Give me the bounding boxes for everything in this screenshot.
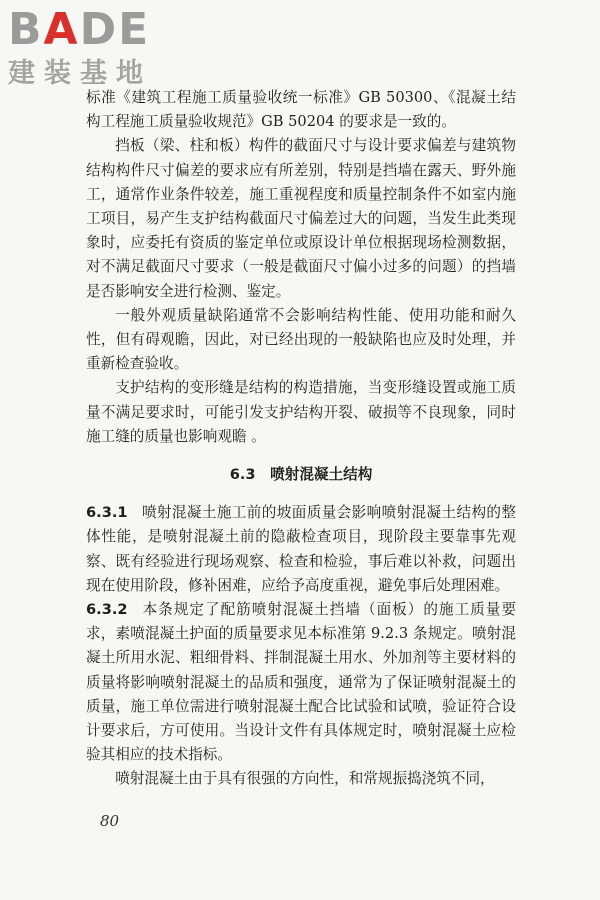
- paragraph-final: 喷射混凝土由于具有很强的方向性，和常规振捣浇筑不同，: [115, 770, 495, 788]
- section-title: 喷射混凝土结构: [270, 466, 373, 484]
- section-heading: [86, 463, 516, 487]
- watermark-subtitle: 建装基地: [8, 58, 152, 89]
- section-number: 6.3: [229, 466, 256, 484]
- paragraph-continuation: 标准《建筑工程施工质量验收统一标准》GB 50300、《混凝土结构工程施工质量验收规范》GB 50204 的要求是一致的。: [86, 89, 516, 131]
- paragraph-deformation-joints: 支护结构的变形缝是结构的构造措施，当变形缝设置或施工质量不满足要求时，可能引发支护结构开裂、破损等不良现象，同时施工缝的质量也影响观瞻 。: [86, 379, 516, 445]
- clause-number: 6.3.1: [86, 504, 128, 522]
- clause-6-3-1: [86, 501, 516, 598]
- clause-number: 6.3.2: [86, 601, 128, 619]
- clause-6-3-2: [86, 598, 516, 767]
- paragraph-appearance-defects: 一般外观质量缺陷通常不会影响结构性能、使用功能和耐久性，但有碍观瞻，因此，对已经出现的一般缺陷也应及时处理，并重新检查验收。: [86, 306, 516, 373]
- paragraph-section-size: 挡板（梁、柱和板）构件的截面尺寸与设计要求偏差与建筑物结构构件尺寸偏差的要求应有所差别，特别是挡墙在露天、野外施工，通常作业条件较差，施工重视程度和质量控制条件不如室内施工项目，易产生支护结构截面尺寸偏差过大的问题，当发生此类现象时，应委托有资质的鉴定单位或原设计单位根据现场检测数据，对不满足截面尺寸要求（一般是截面尺寸偏小过多的问题）的挡墙是否影响安全进行检测、鉴定。: [86, 137, 516, 300]
- page-content: [86, 86, 516, 792]
- page-number: 80: [100, 812, 120, 830]
- clause-text: 喷射混凝土施工前的坡面质量会影响喷射混凝土结构的整体性能，是喷射混凝土前的隐蔽检查项目，现阶段主要靠事先观察、既有经验进行现场观察、检查和检验，事后难以补救，问题出现在使用阶段，修补困难，应给予高度重视，避免事后处理困难。: [86, 504, 516, 594]
- clause-text: 本条规定了配筋喷射混凝土挡墙（面板）的施工质量要求，素喷混凝土护面的质量要求见本标准第 9.2.3 条规定。喷射混凝土所用水泥、粗细骨料、拌制混凝土用水、外加剂等主要材料的质量将影响喷射混凝土的品质和强度，通常为了保证喷射混凝土的质量，施工单位需进行喷射混凝土配合比试验和试喷，验证符合设计要求后，方可使用。当设计文件有具体规定时，喷射混凝土应检验其相应的技术指标。: [86, 601, 516, 764]
- watermark-logo: [8, 4, 183, 94]
- watermark-brand: BADE: [8, 4, 151, 55]
